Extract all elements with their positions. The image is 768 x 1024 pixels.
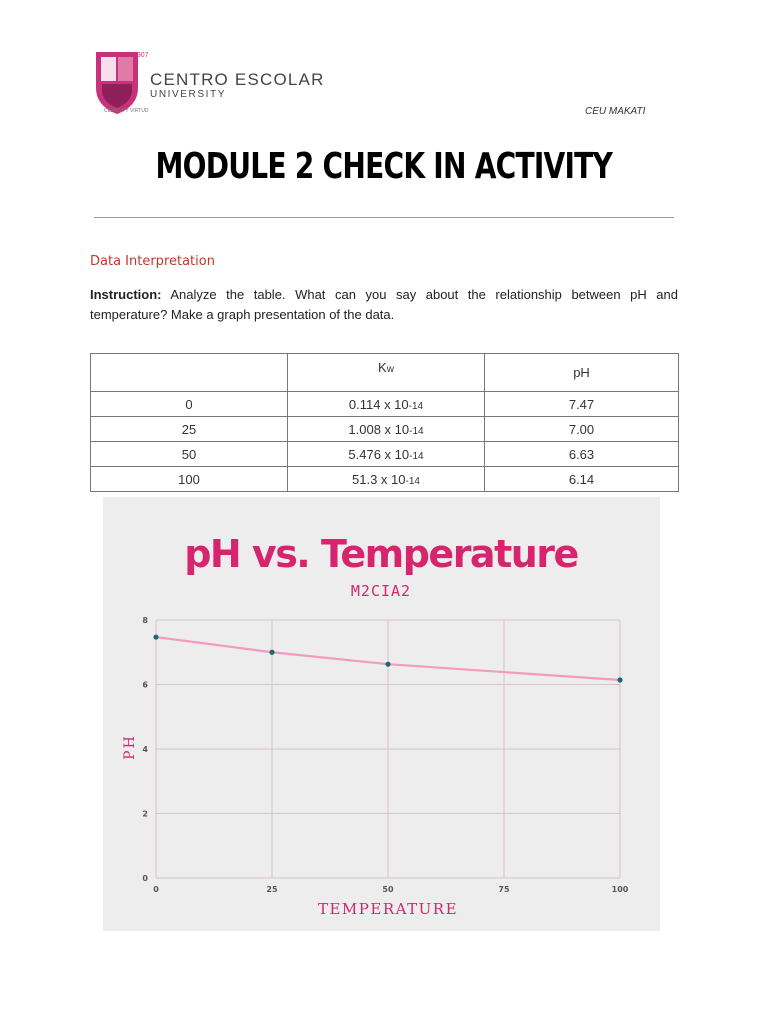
instruction-text: Analyze the table. What can you say about the relationship between pH and temperature? Make a graph presentation of the data.	[90, 287, 678, 322]
section-title: Data Interpretation	[90, 254, 215, 269]
x-tick-label: 100	[611, 885, 629, 894]
kw-subscript: w	[386, 364, 394, 375]
data-point	[153, 634, 158, 639]
cell-kw	[288, 467, 485, 492]
data-point	[617, 677, 622, 682]
ph-temperature-chart	[103, 497, 660, 931]
instruction-label: Instruction:	[90, 287, 162, 302]
campus-label: CEU MAKATI	[585, 106, 646, 117]
cell-kw	[288, 392, 485, 417]
cell-ph: 6.63	[485, 442, 679, 467]
kw-value: 1.008 x 10	[348, 421, 410, 437]
cell-temp: 100	[91, 467, 288, 492]
x-tick-label: 0	[153, 885, 159, 894]
y-tick-label: 0	[142, 874, 148, 883]
data-point	[269, 650, 274, 655]
instruction-paragraph	[90, 285, 678, 325]
page-title: MODULE 2 CHECK IN ACTIVITY	[155, 146, 613, 187]
cell-kw	[288, 442, 485, 467]
chart-title: pH vs. Temperature	[184, 532, 578, 576]
kw-value: 51.3 x 10	[352, 471, 406, 487]
kw-exponent: -14	[409, 450, 424, 462]
cell-temp: 25	[91, 417, 288, 442]
x-axis-label: TEMPERATURE	[317, 900, 459, 918]
logo-name-line2: UNIVERSITY	[150, 89, 227, 100]
cell-temp: 0	[91, 392, 288, 417]
y-tick-label: 2	[142, 809, 148, 819]
table-row	[91, 467, 679, 492]
logo-year: 1907	[133, 52, 149, 59]
table-header-ph: pH	[485, 354, 679, 392]
kw-symbol: K	[378, 360, 387, 375]
cell-kw	[288, 417, 485, 442]
y-tick-label: 6	[142, 680, 148, 690]
x-tick-label: 50	[382, 885, 394, 894]
kw-exponent: -14	[409, 425, 424, 437]
data-point	[385, 662, 390, 667]
y-axis-label: PH	[122, 734, 138, 760]
logo-name-line1: CENTRO ESCOLAR	[150, 70, 325, 89]
chart-subtitle: M2CIA2	[350, 582, 412, 600]
cell-ph: 6.14	[485, 467, 679, 492]
logo-motto: CIENCIA Y VIRTUD	[104, 108, 149, 114]
data-table	[90, 353, 679, 492]
title-divider	[94, 217, 674, 218]
chart-image	[103, 497, 660, 931]
kw-exponent: -14	[408, 400, 424, 412]
y-tick-label: 4	[142, 745, 148, 754]
table-row	[91, 392, 679, 417]
table-row	[91, 417, 679, 442]
table-header-row	[91, 354, 679, 392]
y-tick-label: 8	[142, 616, 148, 625]
table-header-kw	[288, 354, 485, 392]
kw-value: 5.476 x 10	[348, 446, 410, 462]
x-tick-label: 25	[266, 885, 278, 894]
cell-ph: 7.47	[485, 392, 679, 417]
table-row	[91, 442, 679, 467]
x-tick-label: 75	[498, 885, 510, 894]
cell-ph: 7.00	[485, 417, 679, 442]
kw-exponent: -14	[405, 475, 420, 487]
table-header-temp	[91, 354, 288, 392]
kw-value: 0.114 x 10	[348, 396, 409, 412]
cell-temp: 50	[91, 442, 288, 467]
